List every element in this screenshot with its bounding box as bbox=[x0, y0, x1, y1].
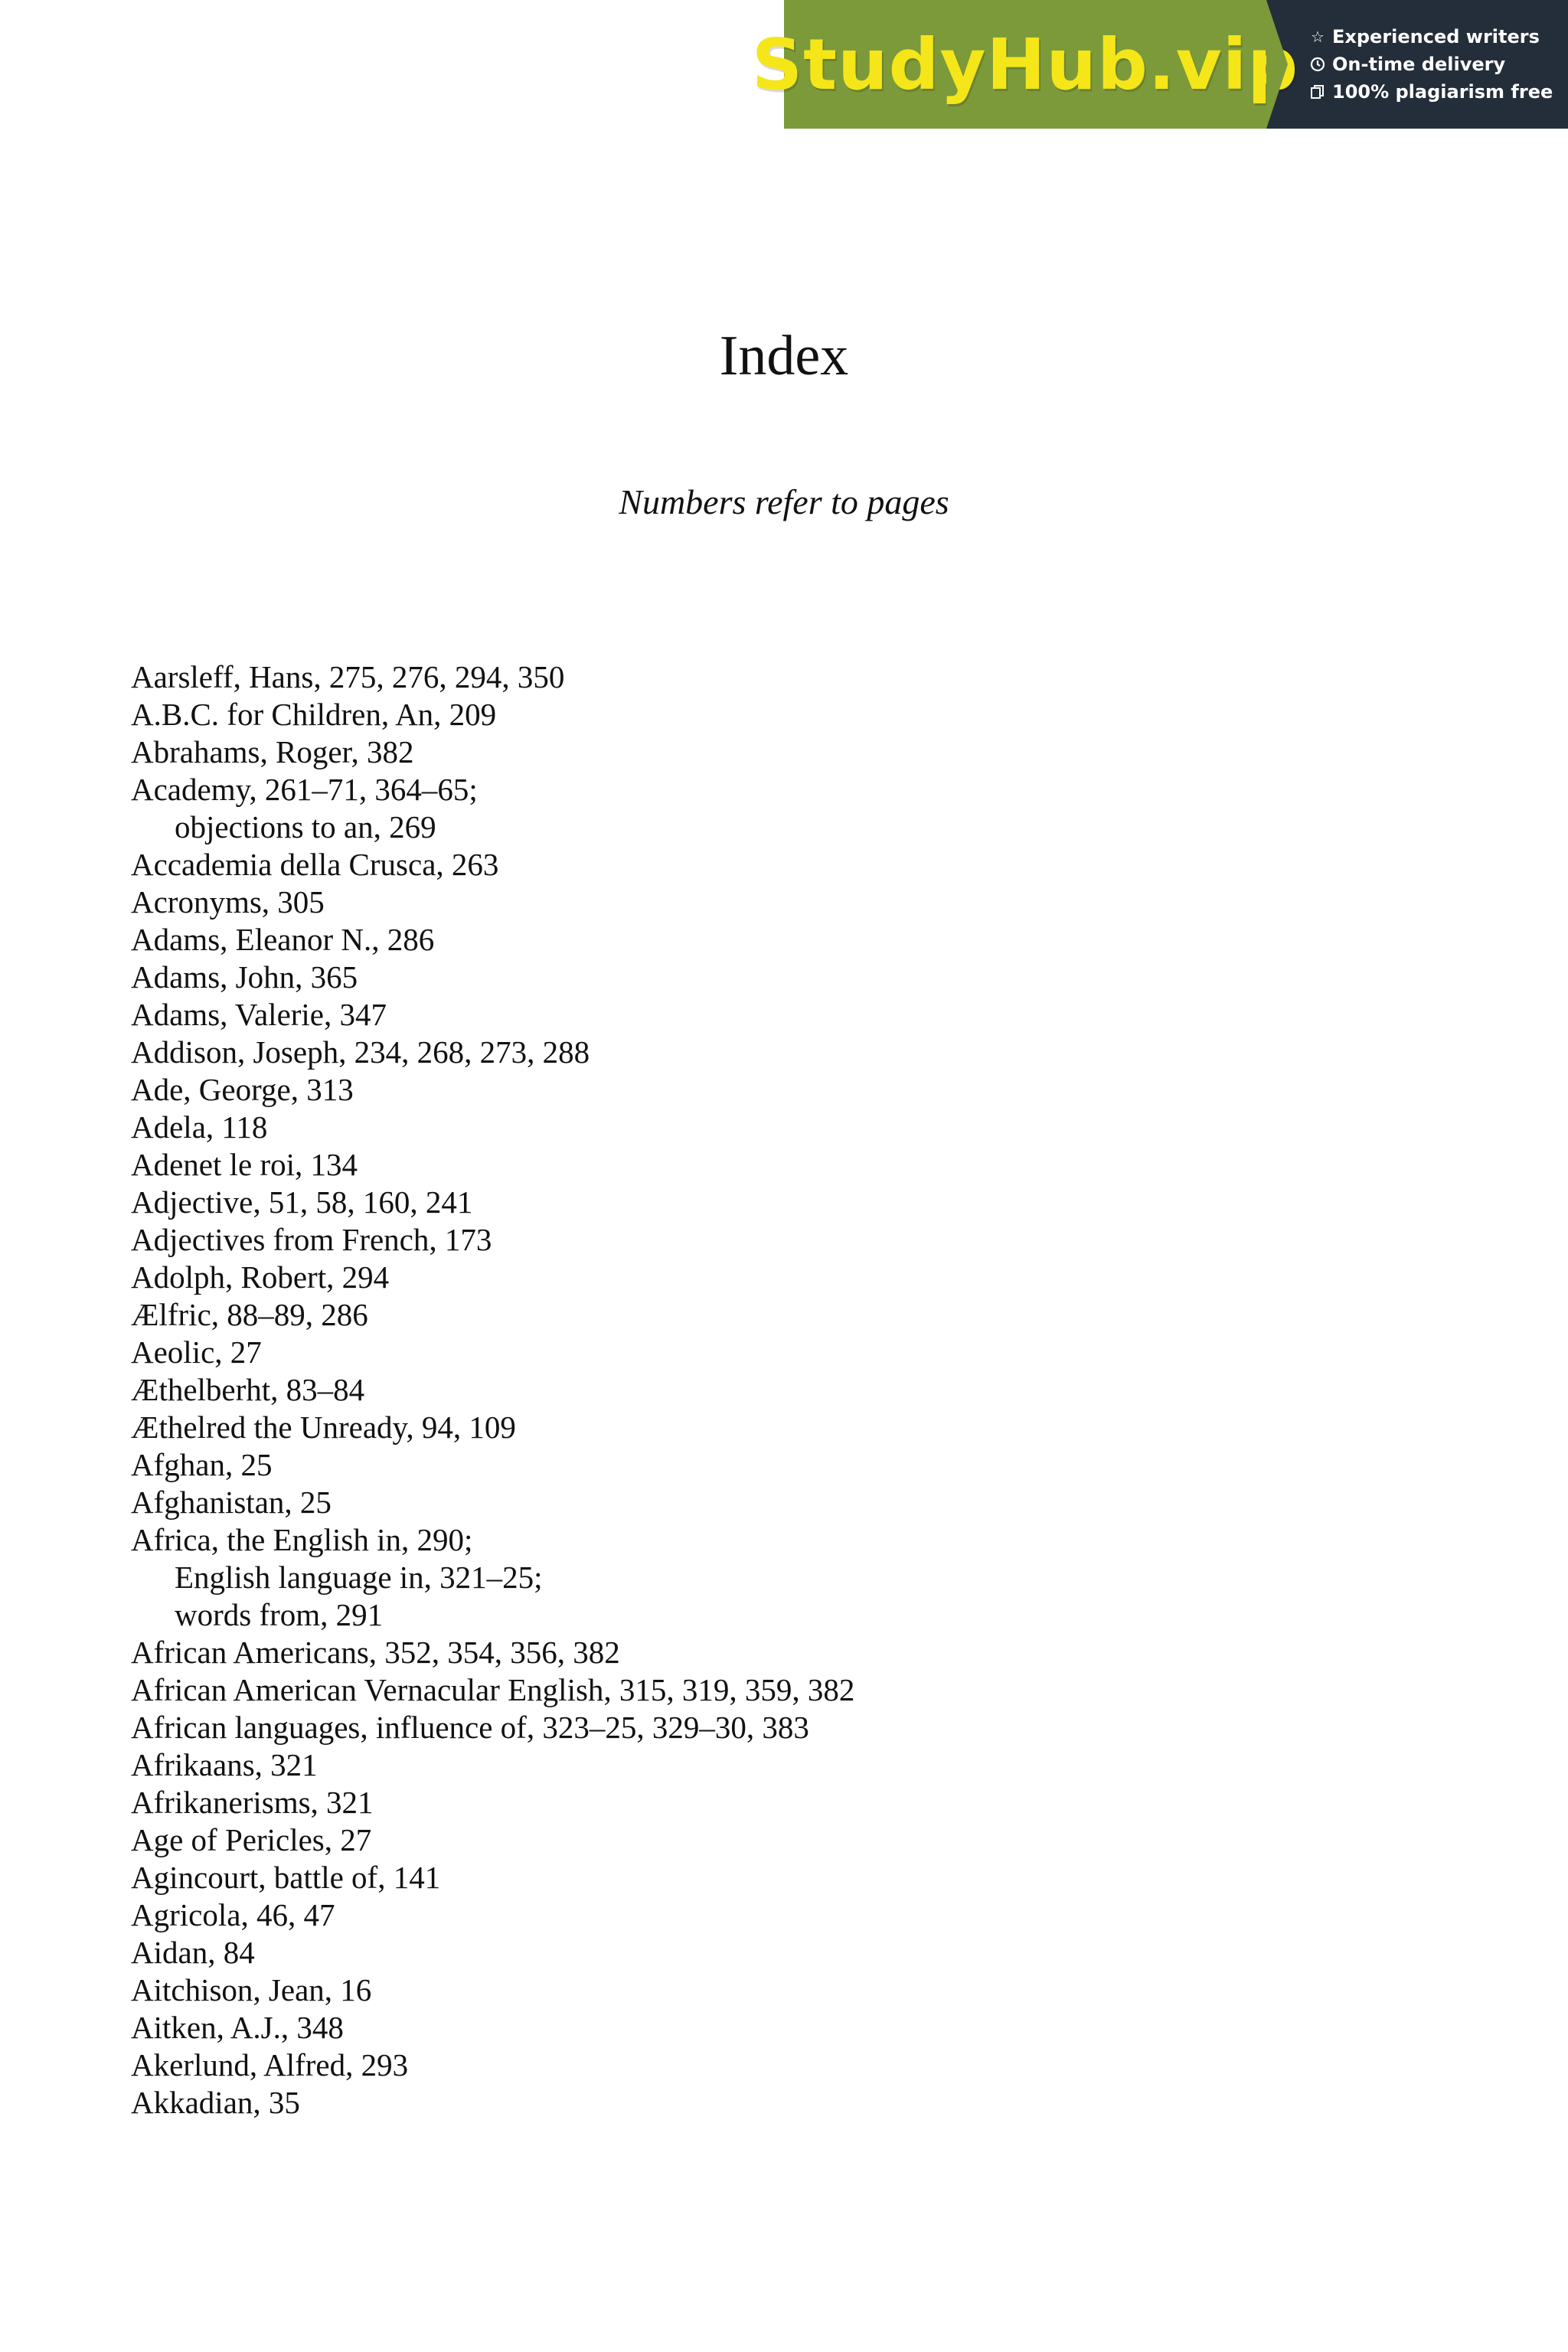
index-entry: African Americans, 352, 354, 356, 382 bbox=[131, 1635, 620, 1670]
index-entry: Academy, 261–71, 364–65; bbox=[131, 772, 478, 807]
index-entry: Ælfric, 88–89, 286 bbox=[131, 1297, 368, 1332]
index-entry: Akkadian, 35 bbox=[131, 2085, 300, 2120]
index-entry: Æthelberht, 83–84 bbox=[131, 1372, 365, 1407]
index-entry: Adams, Valerie, 347 bbox=[131, 997, 387, 1032]
index-entry: Æthelred the Unready, 94, 109 bbox=[131, 1410, 516, 1445]
index-entry: Adjective, 51, 58, 160, 241 bbox=[131, 1184, 473, 1220]
index-entry: Adela, 118 bbox=[131, 1109, 268, 1145]
index-entry: Akerlund, Alfred, 293 bbox=[131, 2047, 409, 2082]
index-entry: Afghanistan, 25 bbox=[131, 1485, 332, 1520]
index-entry: Aeolic, 27 bbox=[131, 1334, 262, 1370]
copy-icon bbox=[1309, 83, 1326, 100]
index-entry: Ade, George, 313 bbox=[131, 1072, 354, 1107]
feature-list bbox=[1266, 0, 1568, 129]
index-entry: Adjectives from French, 173 bbox=[131, 1222, 492, 1257]
brand-panel bbox=[751, 0, 1299, 129]
index-entry: Adams, John, 365 bbox=[131, 959, 358, 995]
feature-item bbox=[1309, 54, 1568, 75]
feature-label: On-time delivery bbox=[1332, 54, 1506, 75]
index-entry: A.B.C. for Children, An, 209 bbox=[131, 697, 497, 732]
index-entry: African languages, influence of, 323–25, 329–30, 383 bbox=[131, 1710, 809, 1745]
index-entry: Africa, the English in, 290; bbox=[131, 1522, 473, 1557]
index-entry: Afrikaans, 321 bbox=[131, 1747, 318, 1782]
index-subentry: words from, 291 bbox=[175, 1597, 384, 1632]
index-entry: Aidan, 84 bbox=[131, 1935, 255, 1970]
index-entry: Adenet le roi, 134 bbox=[131, 1147, 358, 1182]
index-subentry: English language in, 321–25; bbox=[175, 1560, 543, 1595]
promo-banner[interactable] bbox=[751, 0, 1568, 129]
index-entry: Accademia della Crusca, 263 bbox=[131, 847, 499, 882]
star-icon: ☆ bbox=[1311, 28, 1325, 46]
index-entry: Agricola, 46, 47 bbox=[131, 1897, 335, 1932]
index-entry: Aitken, A.J., 348 bbox=[131, 2010, 344, 2045]
index-entry: Addison, Joseph, 234, 268, 273, 288 bbox=[131, 1034, 590, 1070]
index-subentry: objections to an, 269 bbox=[175, 809, 436, 844]
feature-label: 100% plagiarism free bbox=[1332, 81, 1553, 103]
index-entry: Afrikanerisms, 321 bbox=[131, 1785, 374, 1820]
index-entry: Adolph, Robert, 294 bbox=[131, 1259, 390, 1295]
index-entry: Adams, Eleanor N., 286 bbox=[131, 922, 435, 957]
index-entry: Afghan, 25 bbox=[131, 1447, 273, 1482]
page-subtitle: Numbers refer to pages bbox=[619, 482, 949, 521]
index-entry: Aitchison, Jean, 16 bbox=[131, 1972, 372, 2007]
feature-item bbox=[1309, 81, 1568, 103]
feature-label: Experienced writers bbox=[1332, 26, 1540, 47]
index-entry: Abrahams, Roger, 382 bbox=[131, 734, 414, 769]
brand-logo: StudyHub.vip bbox=[751, 23, 1299, 106]
clock-icon bbox=[1309, 56, 1326, 73]
page-title: Index bbox=[719, 325, 849, 387]
index-entry: Age of Pericles, 27 bbox=[131, 1822, 372, 1857]
index-entry: Acronyms, 305 bbox=[131, 884, 325, 920]
index-entry: Agincourt, battle of, 141 bbox=[131, 1860, 441, 1895]
index-entry: African American Vernacular English, 315, 319, 359, 382 bbox=[131, 1672, 855, 1707]
index-entry: Aarsleff, Hans, 275, 276, 294, 350 bbox=[131, 659, 565, 694]
feature-item bbox=[1309, 26, 1568, 47]
index-entry-list bbox=[131, 658, 1471, 2122]
